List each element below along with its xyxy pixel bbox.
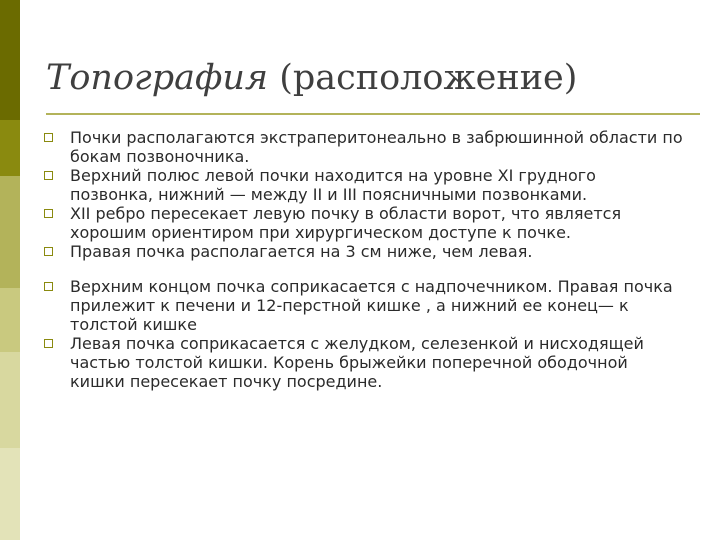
- square-bullet-icon: [44, 247, 53, 256]
- decorative-side-bar: [0, 0, 20, 540]
- bullet-text: Правая почка располагается на 3 см ниже, чем левая.: [70, 242, 533, 261]
- title-underline: [46, 113, 700, 115]
- bullet-text: XII ребро пересекает левую почку в области ворот, что является хорошим ориентиром при хирургическом доступе к почке.: [70, 204, 622, 242]
- square-bullet-icon: [44, 133, 53, 142]
- side-bar-segment: [0, 120, 20, 176]
- slide-title-rest: (расположение): [268, 58, 578, 98]
- square-bullet-icon: [44, 282, 53, 291]
- bullet-item: [44, 166, 684, 204]
- side-bar-segment: [0, 448, 20, 540]
- slide-title-italic: Топография: [46, 58, 269, 98]
- square-bullet-icon: [44, 209, 53, 218]
- side-bar-segment: [0, 288, 20, 352]
- bullet-item: [44, 204, 684, 242]
- side-bar-segment: [0, 0, 20, 120]
- bullet-text: Левая почка соприкасается с желудком, селезенкой и нисходящей частью толстой кишки. Корень брыжейки поперечной ободочной кишки пересекает почку посредине.: [70, 334, 644, 391]
- bullet-list: [44, 128, 684, 391]
- bullet-item: [44, 277, 684, 334]
- bullet-item: [44, 242, 684, 261]
- square-bullet-icon: [44, 339, 53, 348]
- slide-title: [46, 58, 577, 98]
- side-bar-segment: [0, 352, 20, 448]
- side-bar-segment: [0, 176, 20, 288]
- bullet-item: [44, 334, 684, 391]
- bullet-item: [44, 128, 684, 166]
- bullet-text: Верхним концом почка соприкасается с надпочечником. Правая почка прилежит к печени и 12-перстной кишке , а нижний ее конец— к толстой кишке: [70, 277, 673, 334]
- square-bullet-icon: [44, 171, 53, 180]
- bullet-text: Почки располагаются экстраперитонеально в забрюшинной области по бокам позвоночника.: [70, 128, 683, 166]
- bullet-text: Верхний полюс левой почки находится на уровне XI грудного позвонка, нижний — между II и III поясничными позвонками.: [70, 166, 596, 204]
